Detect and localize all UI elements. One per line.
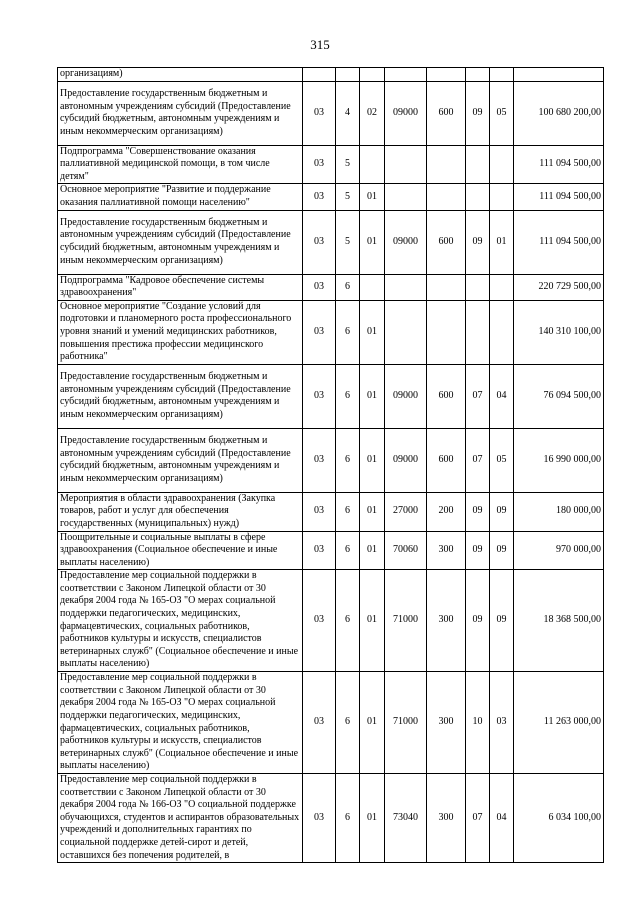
table-row — [58, 300, 604, 364]
cell-code-4: 71000 — [385, 570, 427, 672]
cell-code-6: 09 — [466, 492, 490, 531]
cell-amount: 140 310 100,00 — [514, 300, 604, 364]
cell-code-1: 03 — [303, 184, 336, 210]
cell-code-2: 6 — [336, 364, 360, 428]
cell-name: Предоставление государственным бюджетным и автономным учреждениям субсидий (Предоставление субсидий бюджетным, автономным учреждениям и иным некоммерческим организациям) — [58, 428, 303, 492]
cell-amount: 111 094 500,00 — [514, 145, 604, 184]
cell-code-4: 27000 — [385, 492, 427, 531]
cell-code-1: 03 — [303, 274, 336, 300]
cell-code-3: 01 — [360, 364, 385, 428]
cell-code-2: 5 — [336, 145, 360, 184]
cell-code-4: 09000 — [385, 364, 427, 428]
cell-code-2: 5 — [336, 184, 360, 210]
cell-code-5 — [427, 145, 466, 184]
cell-code-1: 03 — [303, 774, 336, 863]
table-row — [58, 81, 604, 145]
cell-amount: 6 034 100,00 — [514, 774, 604, 863]
cell-code-4 — [385, 300, 427, 364]
cell-code-5 — [427, 184, 466, 210]
cell-code-4: 09000 — [385, 428, 427, 492]
table-row — [58, 492, 604, 531]
cell-code-7: 09 — [490, 531, 514, 570]
cell-code-2: 4 — [336, 81, 360, 145]
cell-name: Предоставление мер социальной поддержки в соответствии с Законом Липецкой области от 30 декабря 2004 года № 166-ОЗ "О социальной поддержке обучающихся, студентов и аспирантов образовательных учреждений и дополнительных гарантиях по социальной поддержке детей-сирот и детей, оставшихся без попечения родителей, в — [58, 774, 303, 863]
cell-code-5: 600 — [427, 210, 466, 274]
cell-code-3: 01 — [360, 774, 385, 863]
cell-amount: 111 094 500,00 — [514, 184, 604, 210]
cell-code-7 — [490, 274, 514, 300]
cell-code-5: 300 — [427, 774, 466, 863]
table-row — [58, 184, 604, 210]
cell-code-6: 07 — [466, 428, 490, 492]
cell-amount: 11 263 000,00 — [514, 672, 604, 774]
cell-code-7: 04 — [490, 364, 514, 428]
cell-code-5: 300 — [427, 570, 466, 672]
cell-name: Предоставление государственным бюджетным и автономным учреждениям субсидий (Предоставление субсидий бюджетным, автономным учреждениям и иным некоммерческим организациям) — [58, 81, 303, 145]
cell-code-4: 09000 — [385, 81, 427, 145]
cell-code-2: 6 — [336, 531, 360, 570]
cell-name: Основное мероприятие "Развитие и поддержание оказания паллиативной помощи населению" — [58, 184, 303, 210]
cell-code-7: 01 — [490, 210, 514, 274]
cell-name: Основное мероприятие "Создание условий для подготовки и планомерного роста профессионального уровня знаний и умений медицинских работников, повышения престижа профессии медицинского работника" — [58, 300, 303, 364]
cell-code-1: 03 — [303, 300, 336, 364]
cell-amount: 76 094 500,00 — [514, 364, 604, 428]
cell-code-2: 6 — [336, 274, 360, 300]
cell-code-6: 09 — [466, 531, 490, 570]
cell-code-6: 07 — [466, 774, 490, 863]
cell-code-1 — [303, 68, 336, 82]
cell-code-3: 01 — [360, 672, 385, 774]
cell-code-7: 03 — [490, 672, 514, 774]
cell-name: Предоставление мер социальной поддержки в соответствии с Законом Липецкой области от 30 декабря 2004 года № 165-ОЗ "О мерах социальной поддержки педагогических, медицинских, фармацевтических, социальных работников, работников культуры и искусств, специалистов ветеринарных служб" (Социальное обеспечение и иные выплаты населению) — [58, 672, 303, 774]
cell-name: Подпрограмма "Совершенствование оказания паллиативной медицинской помощи, в том числе детям" — [58, 145, 303, 184]
cell-code-7: 05 — [490, 81, 514, 145]
cell-code-2: 6 — [336, 492, 360, 531]
cell-code-1: 03 — [303, 210, 336, 274]
cell-code-7 — [490, 68, 514, 82]
cell-code-5 — [427, 274, 466, 300]
cell-code-4: 71000 — [385, 672, 427, 774]
table-row — [58, 531, 604, 570]
cell-code-6: 09 — [466, 81, 490, 145]
cell-code-1: 03 — [303, 531, 336, 570]
cell-code-2: 6 — [336, 570, 360, 672]
table-row — [58, 68, 604, 82]
cell-code-3: 01 — [360, 210, 385, 274]
cell-code-1: 03 — [303, 145, 336, 184]
cell-name: Предоставление государственным бюджетным и автономным учреждениям субсидий (Предоставление субсидий бюджетным, автономным учреждениям и иным некоммерческим организациям) — [58, 364, 303, 428]
cell-name: Подпрограмма "Кадровое обеспечение системы здравоохранения" — [58, 274, 303, 300]
cell-amount — [514, 68, 604, 82]
cell-amount: 16 990 000,00 — [514, 428, 604, 492]
cell-code-7 — [490, 300, 514, 364]
cell-code-6 — [466, 274, 490, 300]
cell-code-3: 01 — [360, 184, 385, 210]
cell-code-2: 6 — [336, 300, 360, 364]
cell-code-2: 5 — [336, 210, 360, 274]
cell-code-7 — [490, 145, 514, 184]
cell-code-7: 09 — [490, 570, 514, 672]
cell-name: Мероприятия в области здравоохранения (Закупка товаров, работ и услуг для обеспечения государственных (муниципальных) нужд) — [58, 492, 303, 531]
cell-code-3: 01 — [360, 300, 385, 364]
cell-code-6: 10 — [466, 672, 490, 774]
cell-amount: 220 729 500,00 — [514, 274, 604, 300]
cell-code-6 — [466, 300, 490, 364]
cell-code-4 — [385, 184, 427, 210]
cell-code-2: 6 — [336, 672, 360, 774]
cell-code-7: 09 — [490, 492, 514, 531]
table-row — [58, 364, 604, 428]
cell-code-3 — [360, 145, 385, 184]
cell-name: Предоставление государственным бюджетным и автономным учреждениям субсидий (Предоставление субсидий бюджетным, автономным учреждениям и иным некоммерческим организациям) — [58, 210, 303, 274]
cell-code-5: 300 — [427, 531, 466, 570]
cell-amount: 180 000,00 — [514, 492, 604, 531]
cell-name: организациям) — [58, 68, 303, 82]
cell-code-3: 01 — [360, 428, 385, 492]
cell-name: Предоставление мер социальной поддержки в соответствии с Законом Липецкой области от 30 декабря 2004 года № 165-ОЗ "О мерах социальной поддержки педагогических, медицинских, фармацевтических, социальных работников, работников культуры и искусств, специалистов ветеринарных служб" (Социальное обеспечение и иные выплаты населению) — [58, 570, 303, 672]
cell-amount: 970 000,00 — [514, 531, 604, 570]
table-row — [58, 210, 604, 274]
cell-code-4: 70060 — [385, 531, 427, 570]
cell-code-3: 01 — [360, 531, 385, 570]
cell-code-6: 09 — [466, 210, 490, 274]
page-number: 315 — [310, 37, 330, 52]
cell-code-3 — [360, 68, 385, 82]
cell-code-4: 73040 — [385, 774, 427, 863]
cell-amount: 111 094 500,00 — [514, 210, 604, 274]
cell-code-5 — [427, 68, 466, 82]
table-row — [58, 570, 604, 672]
cell-code-5: 600 — [427, 428, 466, 492]
cell-code-7: 05 — [490, 428, 514, 492]
cell-code-4 — [385, 68, 427, 82]
cell-code-4: 09000 — [385, 210, 427, 274]
table-row — [58, 428, 604, 492]
cell-code-2: 6 — [336, 774, 360, 863]
cell-code-7: 04 — [490, 774, 514, 863]
cell-code-5: 300 — [427, 672, 466, 774]
cell-code-1: 03 — [303, 672, 336, 774]
cell-code-5: 200 — [427, 492, 466, 531]
cell-code-5 — [427, 300, 466, 364]
cell-name: Поощрительные и социальные выплаты в сфере здравоохранения (Социальное обеспечение и иные выплаты населению) — [58, 531, 303, 570]
budget-table — [57, 67, 604, 863]
cell-code-7 — [490, 184, 514, 210]
cell-code-6: 09 — [466, 570, 490, 672]
cell-code-6 — [466, 68, 490, 82]
cell-amount: 18 368 500,00 — [514, 570, 604, 672]
cell-code-1: 03 — [303, 492, 336, 531]
cell-amount: 100 680 200,00 — [514, 81, 604, 145]
cell-code-4 — [385, 145, 427, 184]
cell-code-1: 03 — [303, 81, 336, 145]
cell-code-6 — [466, 184, 490, 210]
cell-code-2: 6 — [336, 428, 360, 492]
cell-code-5: 600 — [427, 81, 466, 145]
cell-code-6 — [466, 145, 490, 184]
table-body — [58, 68, 604, 863]
cell-code-1: 03 — [303, 364, 336, 428]
cell-code-2 — [336, 68, 360, 82]
table-row — [58, 274, 604, 300]
table-row — [58, 672, 604, 774]
cell-code-4 — [385, 274, 427, 300]
cell-code-3: 01 — [360, 570, 385, 672]
table-row — [58, 145, 604, 184]
table-row — [58, 774, 604, 863]
cell-code-5: 600 — [427, 364, 466, 428]
cell-code-6: 07 — [466, 364, 490, 428]
cell-code-3: 01 — [360, 492, 385, 531]
cell-code-3: 02 — [360, 81, 385, 145]
cell-code-1: 03 — [303, 570, 336, 672]
cell-code-3 — [360, 274, 385, 300]
cell-code-1: 03 — [303, 428, 336, 492]
